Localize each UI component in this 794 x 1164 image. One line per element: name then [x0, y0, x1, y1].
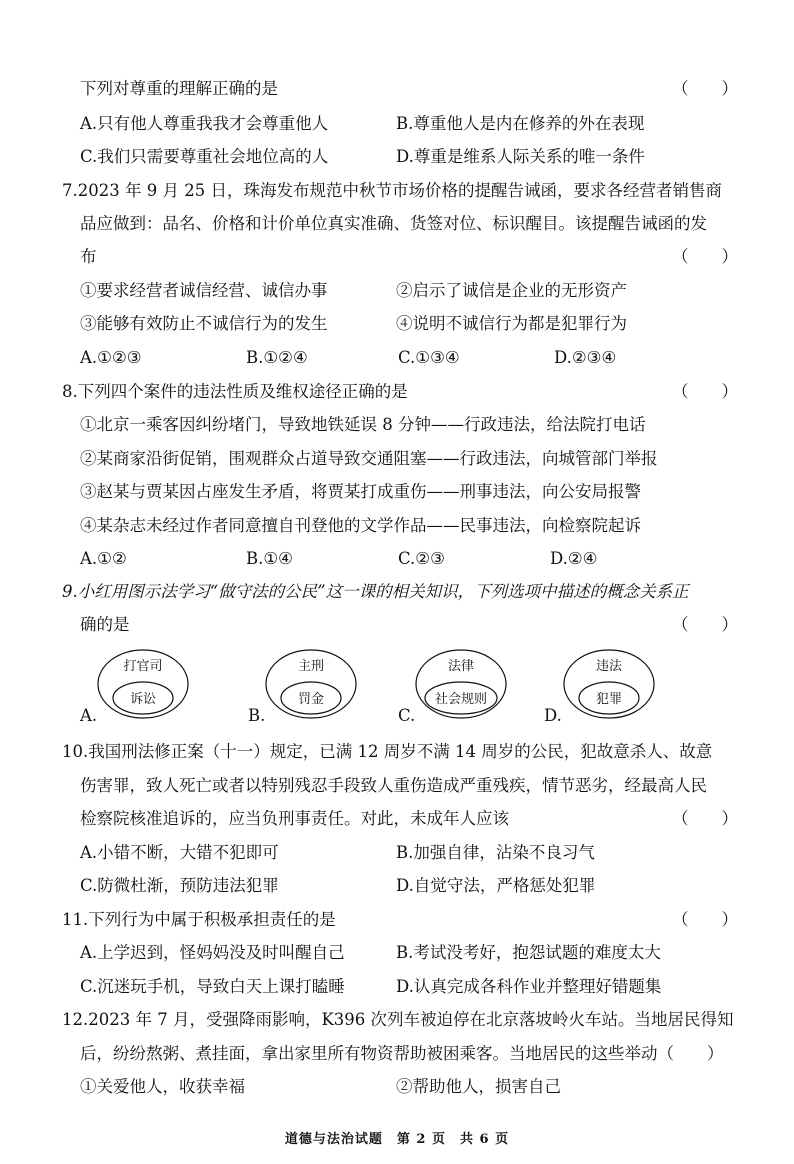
q12-line-2: 后，纷纷熬粥、煮挂面，拿出家里所有物资帮助被困乘客。当地居民的这些举动（ ） — [80, 1044, 724, 1063]
q7-line-1: 7.2023 年 9 月 25 日，珠海发布规范中秋节市场价格的提醒告诫函，要求各经营者销售商 — [62, 181, 722, 200]
q9-diagram-a-inner-label: 诉讼 — [129, 692, 157, 707]
q8-bracket: （ ） — [672, 382, 738, 401]
q7-bracket: （ ） — [672, 247, 738, 266]
q7-option-c: C.①③④ — [398, 348, 460, 367]
q10-line-3: 检察院核准追诉的，应当负刑事责任。对此，未成年人应该 — [80, 809, 509, 828]
q6-option-b: B.尊重他人是内在修养的外在表现 — [396, 114, 645, 133]
q8-option-b: B.①④ — [246, 549, 293, 568]
q10-option-a: A.小错不断，大错不犯即可 — [80, 843, 279, 862]
q9-diagram-b-outer-label: 主刑 — [297, 659, 325, 674]
q8-statement-4: ④某杂志未经过作者同意擅自刊登他的文学作品——民事违法，向检察院起诉 — [80, 516, 641, 535]
q7-statement-4: ④说明不诚信行为都是犯罪行为 — [396, 314, 627, 333]
q11-stem: 11.下列行为中属于积极承担责任的是 — [62, 910, 336, 929]
q7-statement-3: ③能够有效防止不诚信行为的发生 — [80, 314, 328, 333]
q6-stem: 下列对尊重的理解正确的是 — [80, 79, 278, 98]
q8-statement-3: ③赵某与贾某因占座发生矛盾，将贾某打成重伤——刑事违法，向公安局报警 — [80, 482, 641, 501]
q9-diagram-d — [562, 648, 656, 720]
q9-line-2: 确的是 — [80, 615, 130, 634]
q10-option-c: C.防微杜渐，预防违法犯罪 — [80, 876, 279, 895]
q9-line-1: 9.小红用图示法学习“做守法的公民”这一课的相关知识，下列选项中描述的概念关系正 — [62, 582, 689, 601]
q11-bracket: （ ） — [672, 910, 738, 929]
q7-option-d: D.②③④ — [554, 348, 617, 367]
q6-option-a: A.只有他人尊重我我才会尊重他人 — [80, 114, 329, 133]
q11-option-c: C.沉迷玩手机，导致白天上课打瞌睡 — [80, 977, 345, 996]
q9-diagram-c-outer-label: 法律 — [447, 659, 475, 674]
q10-option-d: D.自觉守法，严格惩处犯罪 — [396, 876, 596, 895]
q7-line-3: 布 — [80, 247, 97, 266]
q7-statement-2: ②启示了诚信是企业的无形资产 — [396, 281, 627, 300]
q9-bracket: （ ） — [672, 615, 738, 634]
q9-diagram-c-letter: C. — [398, 706, 416, 725]
q10-line-1: 10.我国刑法修正案（十一）规定，已满 12 周岁不满 14 周岁的公民，犯故意杀人、故意 — [62, 742, 713, 761]
q6-option-d: D.尊重是维系人际关系的唯一条件 — [396, 147, 645, 166]
q12-statement-2: ②帮助他人，损害自己 — [396, 1077, 561, 1096]
q12-line-1: 12.2023 年 7 月，受强降雨影响，K396 次列车被迫停在北京落坡岭火车站。当地居民得知 — [62, 1010, 734, 1029]
q9-diagram-d-outer-label: 违法 — [595, 659, 623, 674]
q9-diagram-d-letter: D. — [544, 706, 562, 725]
page-footer: 道德与法治试题 第 2 页 共 6 页 — [284, 1132, 510, 1147]
q12-statement-1: ①关爱他人，收获幸福 — [80, 1077, 245, 1096]
q10-line-2: 伤害罪，致人死亡或者以特别残忍手段致人重伤造成严重残疾，情节恶劣，经最高人民 — [80, 776, 707, 795]
q9-diagram-c-inner-label: 社会规则 — [434, 692, 488, 707]
q9-diagram-b-letter: B. — [248, 706, 266, 725]
q8-option-c: C.②③ — [398, 549, 445, 568]
q7-option-b: B.①②④ — [246, 348, 308, 367]
q10-bracket: （ ） — [672, 809, 738, 828]
q6-option-c: C.我们只需要尊重社会地位高的人 — [80, 147, 329, 166]
q7-line-2: 品应做到：品名、价格和计价单位真实准确、货签对位、标识醒目。该提醒告诫函的发 — [80, 214, 707, 233]
q9-diagram-a — [96, 648, 190, 720]
q11-option-d: D.认真完成各科作业并整理好错题集 — [396, 977, 662, 996]
q9-diagram-b — [264, 648, 358, 720]
q11-option-a: A.上学迟到，怪妈妈没及时叫醒自己 — [80, 943, 345, 962]
q6-bracket: （ ） — [672, 79, 738, 98]
q8-statement-1: ①北京一乘客因纠纷堵门，导致地铁延误 8 分钟——行政违法，给法院打电话 — [80, 415, 646, 434]
q10-option-b: B.加强自律，沾染不良习气 — [396, 843, 595, 862]
q9-diagram-a-letter: A. — [80, 706, 98, 725]
q8-statement-2: ②某商家沿街促销，围观群众占道导致交通阻塞——行政违法，向城管部门举报 — [80, 449, 658, 468]
q9-diagram-b-inner-label: 罚金 — [297, 692, 325, 707]
q8-option-a: A.①② — [80, 549, 127, 568]
q9-diagram-d-inner-label: 犯罪 — [595, 692, 623, 707]
q7-option-a: A.①②③ — [80, 348, 142, 367]
q8-stem: 8.下列四个案件的违法性质及维权途径正确的是 — [62, 382, 408, 401]
q9-diagram-c — [414, 648, 508, 720]
q9-diagram-a-outer-label: 打官司 — [123, 659, 163, 674]
q7-statement-1: ①要求经营者诚信经营、诚信办事 — [80, 281, 328, 300]
q8-option-d: D.②④ — [550, 549, 598, 568]
q11-option-b: B.考试没考好，抱怨试题的难度太大 — [396, 943, 661, 962]
